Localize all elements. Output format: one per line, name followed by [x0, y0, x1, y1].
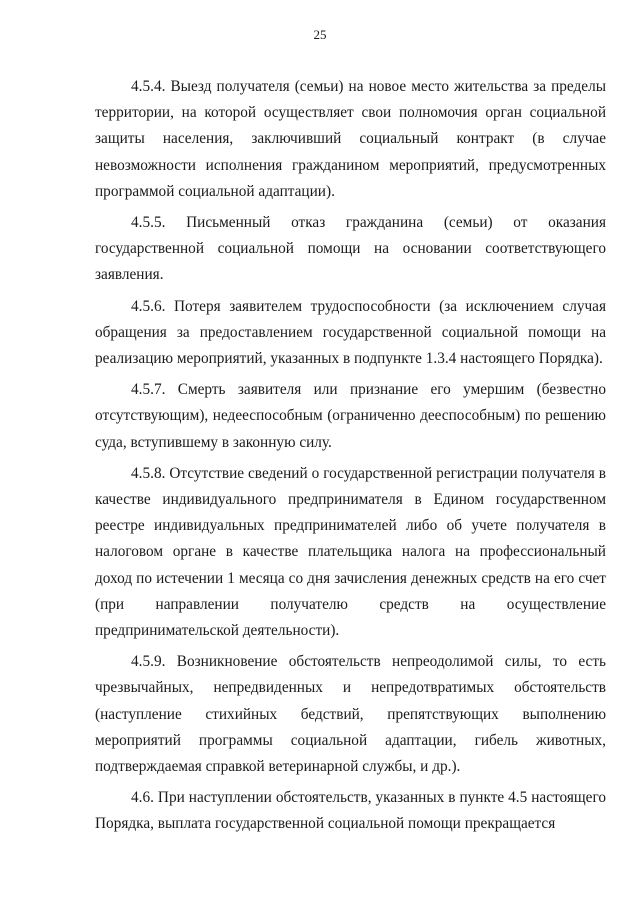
- paragraph-4-5-9: 4.5.9. Возникновение обстоятельств непреодолимой силы, то есть чрезвычайных, непредвиденных и непредотвратимых обстоятельств (наступление стихийных бедствий, препятствующих выполнению мероприятий программы социальной адаптации, гибель животных, подтверждаемая справкой ветеринарной службы, и др.).: [95, 653, 606, 776]
- paragraph-4-6: 4.6. При наступлении обстоятельств, указанных в пункте 4.5 настоящего Порядка, выплата государственной социальной помощи прекращается: [95, 789, 606, 833]
- paragraph-4-5-8: 4.5.8. Отсутствие сведений о государственной регистрации получателя в качестве индивидуального предпринимателя в Едином государственном реестре индивидуальных предпринимателей либо об учете получателя в налоговом органе в качестве плательщика налога на профессиональный доход по истечении 1 месяца со дня зачисления денежных средств на его счет (при направлении получателю средств на осуществление предпринимательской деятельности).: [95, 464, 606, 640]
- page-number: 25: [313, 27, 327, 42]
- paragraph-4-5-7: 4.5.7. Смерть заявителя или признание его умершим (безвестно отсутствующим), недееспособным (ограниченно дееспособным) по решению суда, вступившему в законную силу.: [95, 381, 606, 451]
- paragraph-4-5-5: 4.5.5. Письменный отказ гражданина (семьи) от оказания государственной социальной помощи на основании соответствующего заявления.: [95, 214, 606, 284]
- paragraph-4-5-4: 4.5.4. Выезд получателя (семьи) на новое место жительства за пределы территории, на которой осуществляет свои полномочия орган социальной защиты населения, заключивший социальный контракт (в случае невозможности исполнения гражданином мероприятий, предусмотренных программой социальной адаптации).: [95, 78, 606, 200]
- document-body: [95, 74, 606, 843]
- paragraph-4-5-6: 4.5.6. Потеря заявителем трудоспособности (за исключением случая обращения за предоставлением государственной социальной помощи на реализацию мероприятий, указанных в подпункте 1.3.4 настоящего Порядка).: [95, 297, 606, 368]
